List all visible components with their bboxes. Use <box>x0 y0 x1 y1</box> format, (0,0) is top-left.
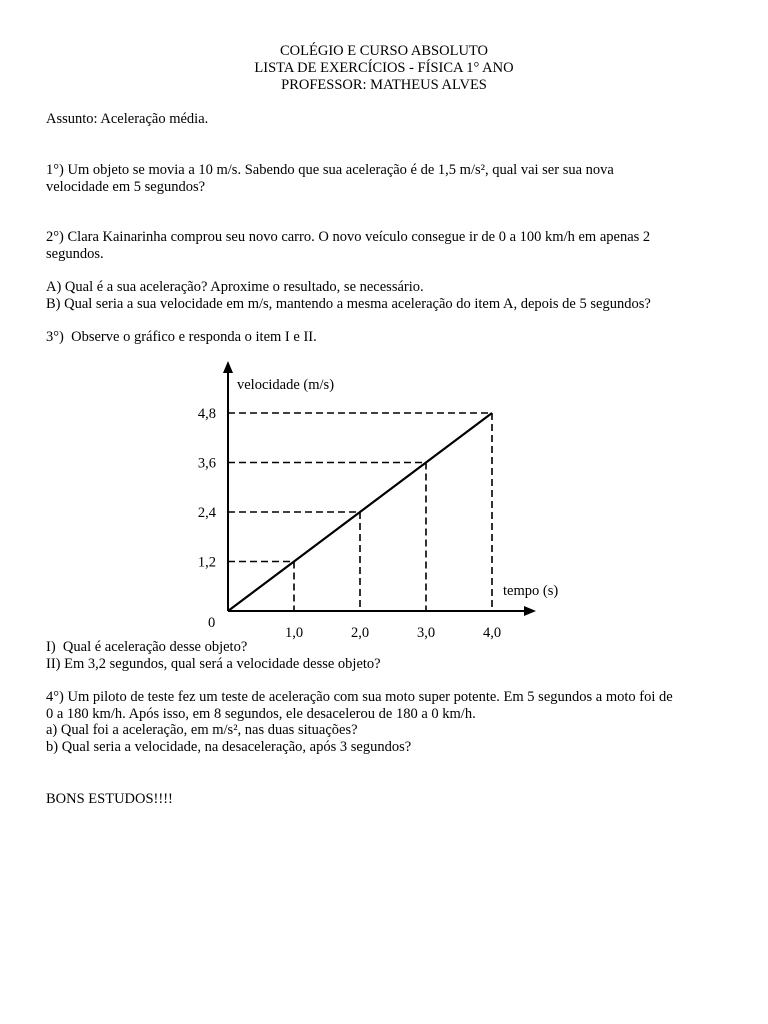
question-3-item-i: I) Qual é aceleração desse objeto? <box>46 639 248 655</box>
question-3-item-ii: II) Em 3,2 segundos, qual será a velocidade desse objeto? <box>46 656 381 672</box>
y-tick-label: 4,8 <box>197 406 216 422</box>
question-4-item-b: b) Qual seria a velocidade, na desaceleração, após 3 segundos? <box>46 739 412 755</box>
question-3-intro: 3°) Observe o gráfico e responda o item I e II. <box>46 329 317 345</box>
question-1-line-2: velocidade em 5 segundos? <box>46 179 206 195</box>
chart-axes <box>223 361 536 616</box>
origin-label: 0 <box>208 615 216 631</box>
closing-message: BONS ESTUDOS!!!! <box>46 791 173 807</box>
header-teacher: PROFESSOR: MATHEUS ALVES <box>281 77 487 93</box>
question-4-line-1: 4°) Um piloto de teste fez um teste de aceleração com sua moto super potente. Em 5 segundos a moto foi de <box>46 689 673 705</box>
question-2-line-1: 2°) Clara Kainarinha comprou seu novo carro. O novo veículo consegue ir de 0 a 100 km/h em apenas 2 <box>46 229 651 245</box>
x-axis-label: tempo (s) <box>503 583 559 599</box>
x-tick-label: 1,0 <box>284 625 304 641</box>
x-axis-arrow <box>524 606 536 616</box>
question-2-item-b: B) Qual seria a sua velocidade em m/s, mantendo a mesma aceleração do item A, depois de 5 segundos? <box>46 296 651 312</box>
chart-labels <box>198 377 558 641</box>
subject: Assunto: Aceleração média. <box>46 111 209 127</box>
question-1-line-1: 1°) Um objeto se movia a 10 m/s. Sabendo que sua aceleração é de 1,5 m/s², qual vai ser sua nova <box>46 162 614 178</box>
y-tick-label: 1,2 <box>197 554 216 571</box>
question-4-line-2: 0 a 180 km/h. Após isso, em 8 segundos, ele desacelerou de 180 a 0 km/h. <box>46 706 476 722</box>
y-tick-label: 2,4 <box>197 505 216 521</box>
header-list-title: LISTA DE EXERCÍCIOS - FÍSICA 1° ANO <box>254 60 514 76</box>
question-2-line-2: segundos. <box>46 246 104 262</box>
y-tick-label: 3,6 <box>197 455 216 472</box>
x-tick-label: 3,0 <box>416 625 436 641</box>
y-axis-arrow <box>223 361 233 373</box>
question-2-item-a: A) Qual é a sua aceleração? Aproxime o resultado, se necessário. <box>46 279 424 295</box>
y-axis-label: velocidade (m/s) <box>237 377 335 393</box>
header-school: COLÉGIO E CURSO ABSOLUTO <box>280 43 488 59</box>
x-tick-label: 4,0 <box>482 625 502 641</box>
question-4-item-a: a) Qual foi a aceleração, em m/s², nas duas situações? <box>46 722 358 738</box>
x-tick-label: 2,0 <box>350 625 370 641</box>
